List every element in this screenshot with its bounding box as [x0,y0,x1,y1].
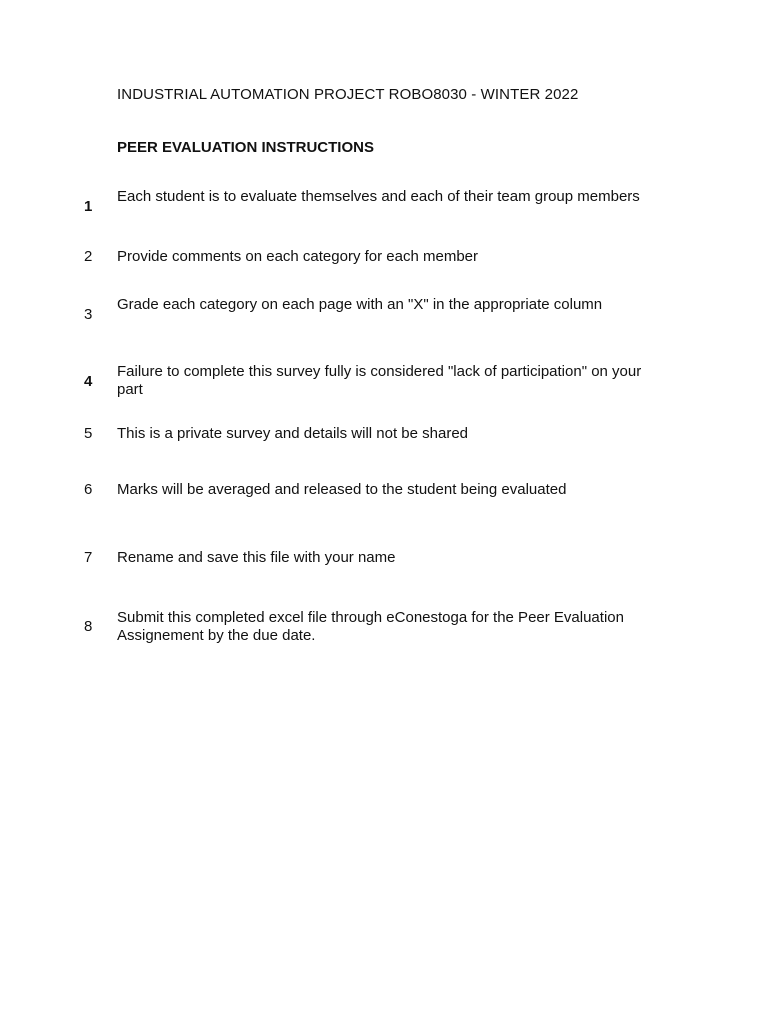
instruction-text: Rename and save this file with your name [117,549,396,566]
instruction-text: Each student is to evaluate themselves and each of their team group members [117,188,640,205]
instruction-number: 3 [84,306,93,323]
instruction-number: 2 [84,248,93,265]
instruction-text: Failure to complete this survey fully is considered "lack of participation" on your part [117,363,642,398]
instruction-text: Provide comments on each category for each member [117,248,479,265]
document-title: INDUSTRIAL AUTOMATION PROJECT ROBO8030 - WINTER 2022 [117,86,579,103]
instruction-number: 4 [84,373,93,390]
instruction-text: Marks will be averaged and released to the student being evaluated [117,481,567,498]
instruction-number: 7 [84,549,93,566]
instruction-number: 8 [84,618,93,635]
instruction-text: This is a private survey and details will not be shared [117,425,469,442]
instruction-number: 1 [84,198,93,215]
instruction-text: Submit this completed excel file through eConestoga for the Peer Evaluation Assignement by the due date. [117,609,624,644]
section-heading: PEER EVALUATION INSTRUCTIONS [117,139,374,156]
instruction-number: 6 [84,481,93,498]
instruction-text: Grade each category on each page with an "X" in the appropriate column [117,296,603,313]
instruction-number: 5 [84,425,93,442]
